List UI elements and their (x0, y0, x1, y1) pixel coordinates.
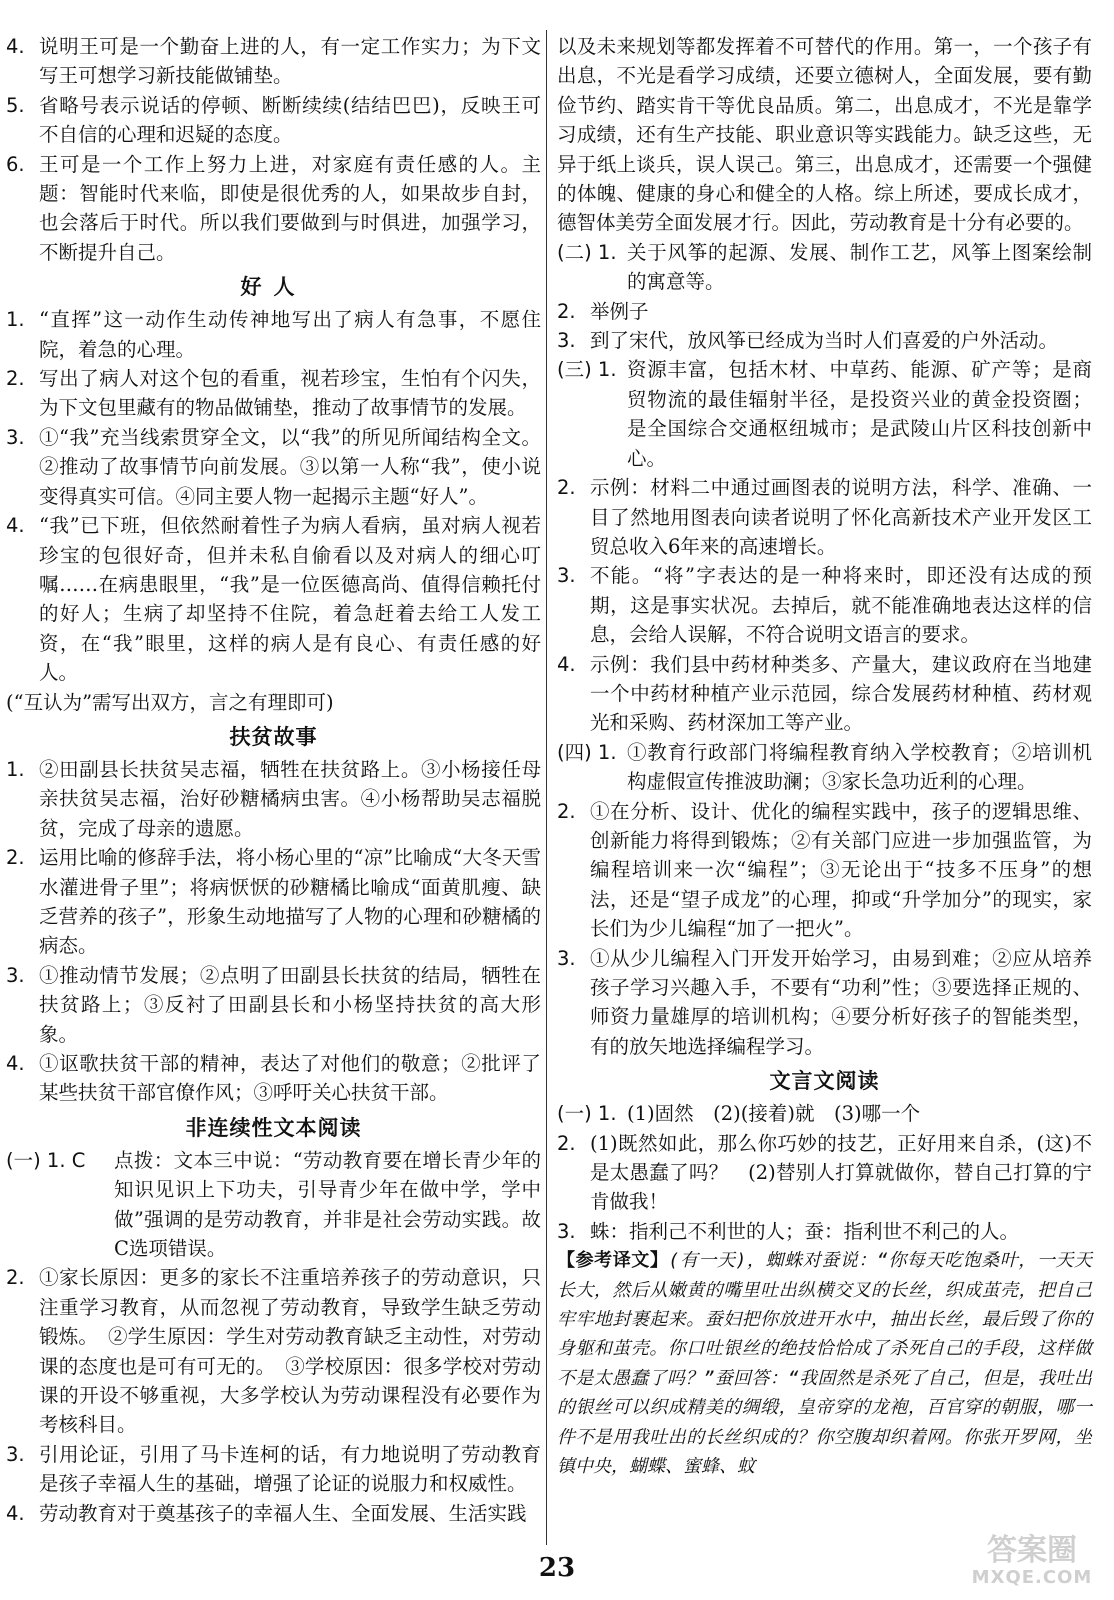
answer-item (557, 1129, 1092, 1217)
answer-item (6, 755, 541, 843)
answer-item (6, 1263, 541, 1439)
answer-note: (“互认为”需写出双方，言之有理即可) (6, 690, 334, 714)
answer-item (557, 355, 1092, 473)
reference-translation (557, 1246, 1092, 1481)
column-divider (546, 30, 547, 1545)
answer-item (6, 1049, 541, 1108)
answer-item (6, 843, 541, 961)
watermark-logo (962, 1534, 1102, 1592)
item-number: 3. (557, 564, 576, 588)
answer-item (6, 91, 541, 150)
section-title-feilianxu: 非连续性文本阅读 (185, 1115, 362, 1140)
item-text: 资源丰富，包括木材、中草药、能源、矿产等；是商贸物流的最佳辐射半径，是投资兴业的黄金投资圈；是全国综合交通枢纽城市；是武陵山片区科技创新中心。 (627, 358, 1092, 470)
item-text: ①“我”充当线索贯穿全文，以“我”的所见所闻结构全文。②推动了故事情节向前发展。③以第一人称“我”，使小说变得真实可信。④同主要人物一起揭示主题“好人”。 (39, 425, 541, 508)
section-title-wenyan: 文言文阅读 (769, 1069, 880, 1094)
right-column (557, 32, 1092, 1482)
item-number: (一) 1. (557, 1102, 617, 1126)
item-text: ①讴歌扶贫干部的精神，表达了对他们的敬意；②批评了某些扶贫干部官僚作风；③呼吁关心扶贫干部。 (39, 1052, 541, 1105)
item-number: 3. (557, 1219, 576, 1243)
answer-item (557, 1099, 1092, 1128)
item-number: (三) 1. (557, 358, 617, 382)
answer-item (557, 797, 1092, 944)
item-number: 2. (557, 299, 576, 323)
answer-item (557, 297, 1092, 326)
continued-text: 以及未来规划等都发挥着不可替代的作用。第一，一个孩子有出息，不光是看学习成绩，还要立德树人，全面发展，要有勤俭节约、踏实肯干等优良品质。第二，出息成才，不光是靠学习成绩，还有生产技能、职业意识等实践能力。缺乏这些，无异于纸上谈兵，误人误己。第三，出息成才，还需要一个强健的体魄、健康的身心和健全的人格。综上所述，要成长成才，德智体美劳全面发展才行。因此，劳动教育是十分有必要的。 (557, 35, 1092, 235)
item-number: 3. (557, 329, 576, 353)
answer-item (557, 326, 1092, 355)
item-text: 省略号表示说话的停顿、断断续续(结结巴巴)，反映王可不自信的心理和迟疑的态度。 (39, 93, 541, 147)
section-title-haoren: 好人 (240, 275, 307, 300)
item-text: 关于风筝的起源、发展、制作工艺，风筝上图案绘制的寓意等。 (627, 240, 1092, 294)
item-number: 4. (6, 1501, 25, 1525)
watermark-url: MXQE.COM (971, 1567, 1093, 1588)
item-number: 6. (6, 152, 25, 176)
answer-item (557, 1217, 1092, 1246)
item-text: ②田副县长扶贫吴志福，牺牲在扶贫路上。③小杨接任母亲扶贫吴志福，治好砂糖橘病虫害。④小杨帮助吴志福脱贫，完成了母亲的遗愿。 (39, 757, 541, 840)
answer-item (557, 650, 1092, 738)
item-text: 引用论证，引用了马卡连柯的话，有力地说明了劳动教育是孩子幸福人生的基础，增强了论证的说服力和权威性。 (39, 1442, 541, 1496)
watermark-logo-text: 答案圈 (987, 1533, 1077, 1568)
item-number: (二) 1. (557, 240, 617, 264)
item-text: 劳动教育对于奠基孩子的幸福人生、全面发展、生活实践 (39, 1501, 527, 1525)
section-title-fupin: 扶贫故事 (229, 724, 318, 749)
answer-item (6, 305, 541, 364)
item-number: (一) 1. C (6, 1148, 86, 1172)
item-text: 说明王可是一个勤奋上进的人，有一定工作实力；为下文写王可想学习新技能做铺垫。 (39, 35, 541, 88)
page-number: 23 (538, 1553, 576, 1583)
item-number: 2. (557, 476, 576, 500)
item-text: (1)既然如此，那么你巧妙的技艺，正好用来自杀，(这)不是太愚蠢了吗？ (2)替别人打算就做你，替自己打算的宁肯做我！ (590, 1131, 1092, 1214)
item-number: 1. (6, 308, 25, 332)
item-number: 4. (557, 652, 576, 676)
item-number: 1. (6, 757, 25, 781)
item-text: 不能。“将”字表达的是一种将来时，即还没有达成的预期，这是事实状况。去掉后，就不能准确地表达这样的信息，会给人误解，不符合说明文语言的要求。 (590, 564, 1092, 647)
answer-item (6, 423, 541, 511)
item-text: (1)固然 (2)(接着)就 (3)哪一个 (627, 1102, 921, 1126)
item-number: 3. (557, 946, 576, 970)
item-text: 到了宋代，放风筝已经成为当时人们喜爱的户外活动。 (590, 329, 1059, 353)
item-number: 5. (6, 93, 25, 117)
item-text: 示例：我们县中药材种类多、产量大，建议政府在当地建一个中药材种植产业示范园，综合发展药材种植、药材观光和采购、药材深加工等产业。 (590, 652, 1092, 735)
answer-item (6, 32, 541, 91)
translation-label: 【参考译文】 (557, 1250, 669, 1272)
answer-item (557, 561, 1092, 649)
item-number: 2. (6, 846, 25, 870)
item-number: 2. (6, 1266, 25, 1290)
answer-item (557, 944, 1092, 1062)
item-number: (四) 1. (557, 740, 617, 764)
answer-item (557, 738, 1092, 797)
item-number: 3. (6, 425, 25, 449)
item-text: 示例：材料二中通过画图表的说明方法，科学、准确、一目了然地用图表向读者说明了怀化高新技术产业开发区工贸总收入6年来的高速增长。 (590, 476, 1092, 558)
answer-item (6, 1499, 541, 1528)
answer-item (6, 961, 541, 1049)
item-text: “我”已下班，但依然耐着性子为病人看病，虽对病人视若珍宝的包很好奇，但并未私自偷看以及对病人的细心叮嘱……在病患眼里，“我”是一位医德高尚、值得信赖托付的好人；生病了却坚持不住院，着急赶着去给工人发工资，在“我”眼里，这样的病人是有良心、有责任感的好人。 (39, 514, 541, 685)
item-number: 4. (6, 35, 25, 58)
item-text: ①从少儿编程入门开发开始学习，由易到难；②应从培养孩子学习兴趣入手，不要有“功利”性；③要选择正规的、师资力量雄厚的培训机构；④要分析好孩子的智能类型，有的放矢地选择编程学习。 (590, 946, 1092, 1058)
item-text: “直挥”这一动作生动传神地写出了病人有急事，不愿住院，着急的心理。 (39, 308, 541, 361)
answer-item (6, 150, 541, 268)
item-text: 举例子 (590, 299, 649, 323)
item-number: 4. (6, 514, 25, 538)
item-number: 2. (6, 367, 25, 391)
answer-item (6, 1440, 541, 1499)
answer-item (6, 511, 541, 687)
item-text: ①在分析、设计、优化的编程实践中，孩子的逻辑思维、创新能力将得到锻炼；②有关部门应进一步加强监管，为编程培训来一次“编程”；③无论出于“技多不压身”的想法，还是“望子成龙”的心理，抑或“升学加分”的现实，家长们为少儿编程“加了一把火”。 (590, 799, 1092, 941)
answer-item (557, 238, 1092, 297)
translation-text: (有一天)，蜘蛛对蚕说：“你每天吃饱桑叶，一天天长大，然后从嫩黄的嘴里吐出纵横交叉的长丝，织成茧壳，把自己牢牢地封裹起来。蚕妇把你放进开水中，抽出长丝，最后毁了你的身躯和茧壳。你口吐银丝的绝技恰恰成了杀死自己的手段，这样做不是太愚蠢了吗？”蚕回答：“我固然是杀死了自己，但是，我吐出的银丝可以织成精美的绸缎，皇帝穿的龙袍，百官穿的朝服，哪一件不是用我吐出的长丝织成的？你空腹却织着网。你张开罗网，坐镇中央，蝴蝶、蜜蜂、蚊 (557, 1250, 1093, 1478)
item-number: 3. (6, 1442, 25, 1466)
answer-item (6, 1146, 541, 1264)
item-number: 3. (6, 963, 25, 987)
item-text: ①家长原因：更多的家长不注重培养孩子的劳动意识，只注重学习教育，从而忽视了劳动教育，导致学生缺乏劳动锻炼。 ②学生原因：学生对劳动教育缺乏主动性，对劳动课的态度也是可有可无的。 ③学校原因：很多学校对劳动课的开设不够重视，大多学校认为劳动课程没有必要作为考核科目。 (39, 1266, 541, 1437)
item-text: ①推动情节发展；②点明了田副县长扶贫的结局，牺牲在扶贫路上；③反衬了田副县长和小杨坚持扶贫的高大形象。 (39, 963, 541, 1046)
item-number: 4. (6, 1052, 25, 1075)
item-text: 蛛：指利己不利世的人；蚕：指利世不利己的人。 (590, 1219, 1020, 1243)
item-text: ①教育行政部门将编程教育纳入学校教育；②培训机构虚假宣传推波助澜；③家长急功近利的心理。 (627, 740, 1092, 794)
left-column (6, 32, 541, 1528)
answer-item (557, 473, 1092, 561)
item-number: 2. (557, 799, 576, 823)
item-text: 点拨：文本三中说：“劳动教育要在增长青少年的知识见识上下功夫，引导青少年在做中学，学中做”强调的是劳动教育，并非是社会劳动实践。故C选项错误。 (114, 1148, 541, 1261)
item-number: 2. (557, 1131, 576, 1155)
item-text: 写出了病人对这个包的看重，视若珍宝，生怕有个闪失，为下文包里藏有的物品做铺垫，推动了故事情节的发展。 (39, 367, 541, 420)
item-text: 王可是一个工作上努力上进，对家庭有责任感的人。主题：智能时代来临，即使是很优秀的人，如果故步自封，也会落后于时代。所以我们要做到与时俱进，加强学习，不断提升自己。 (39, 152, 541, 264)
answer-item (6, 364, 541, 423)
item-text: 运用比喻的修辞手法，将小杨心里的“凉”比喻成“大冬天雪水灌进骨子里”；将病恹恹的砂糖橘比喻成“面黄肌瘦、缺乏营养的孩子”，形象生动地描写了人物的心理和砂糖橘的病态。 (39, 846, 541, 958)
